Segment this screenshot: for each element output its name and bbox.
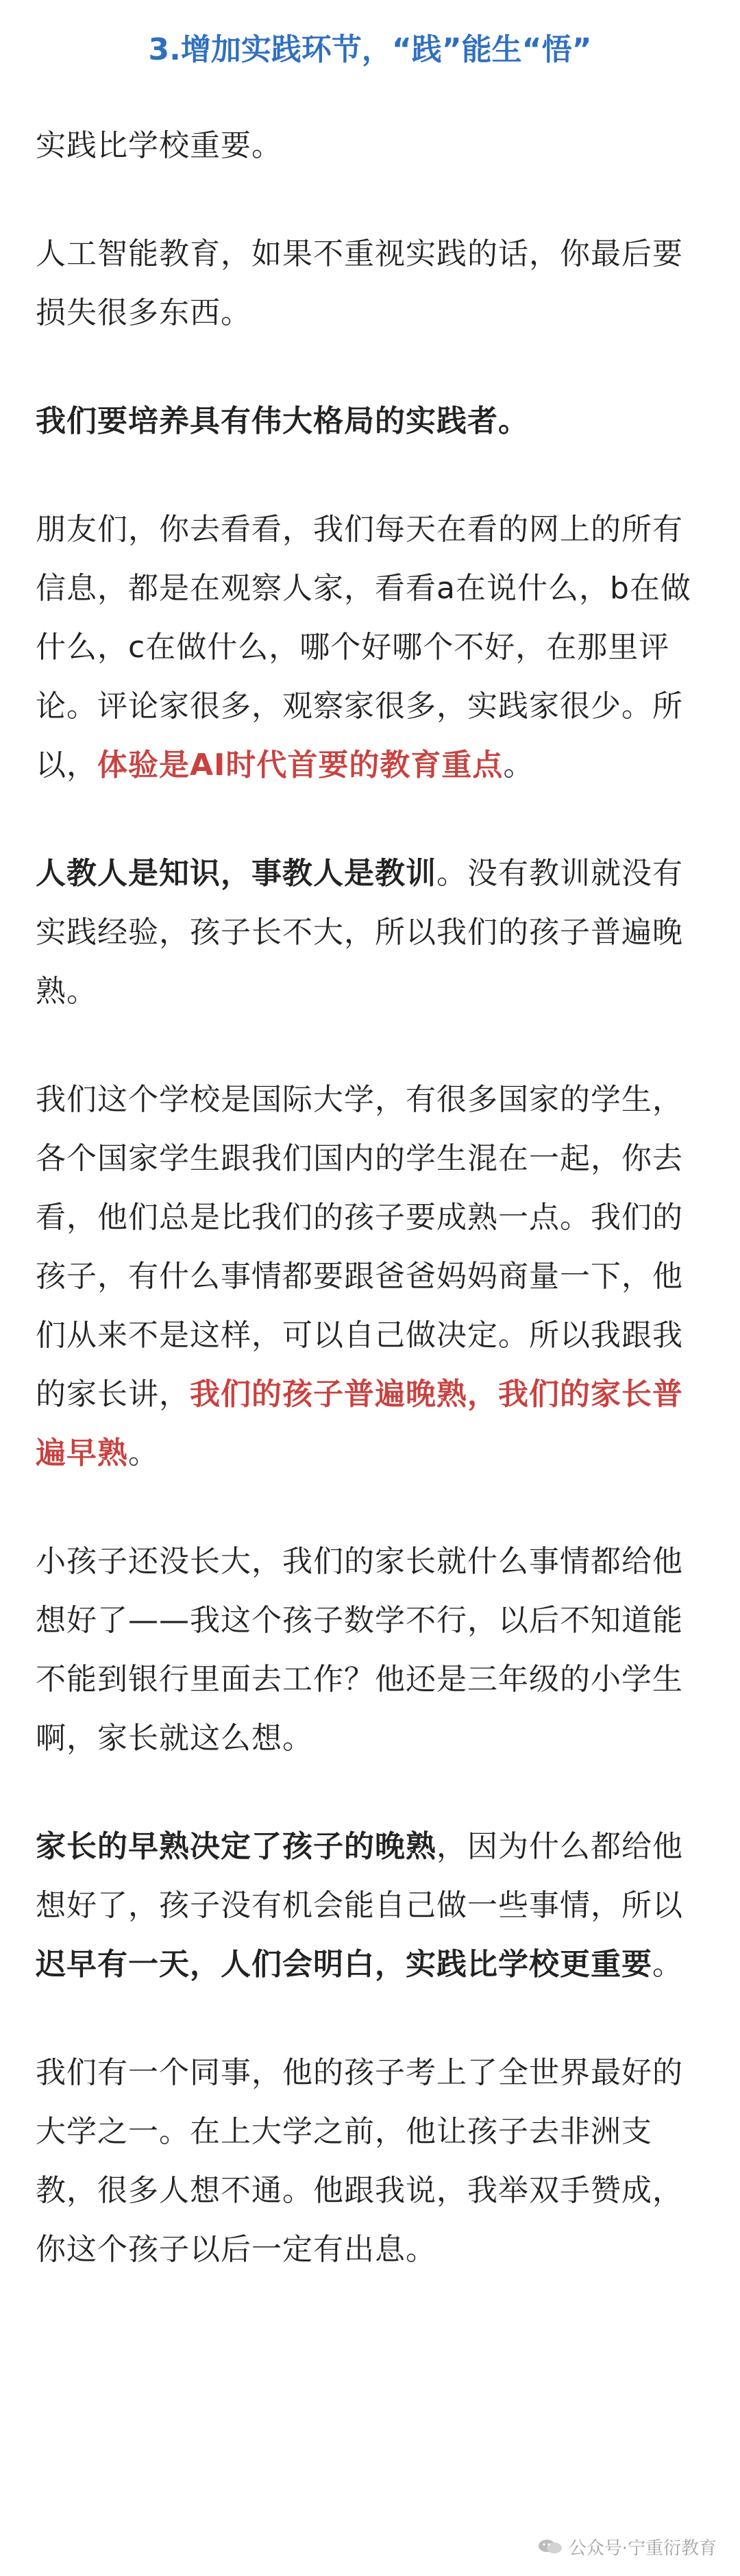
paragraph-text: 实践比学校重要。 <box>36 128 282 163</box>
bold-statement: 迟早有一天，人们会明白，实践比学校更重要 <box>36 1947 652 1982</box>
paragraph-text: 我们这个学校是国际大学，有很多国家的学生，各个国家学生跟我们国内的学生混在一起，你去看，他们总是比我们的孩子要成熟一点。我们的孩子，有什么事情都要跟爸爸妈妈商量一下，他们从来不是这样，可以自己做决定。所以我跟我的家长讲， <box>36 1082 683 1412</box>
wechat-official-account-icon <box>537 2538 563 2555</box>
paragraph-8 <box>36 1817 704 1994</box>
paragraph-7 <box>36 1532 704 1768</box>
highlight-text: 我们的孩子普遍晚熟，我们的家长普遍早熟 <box>36 1377 683 1471</box>
paragraph-9 <box>36 2044 704 2279</box>
bold-statement: 我们要培养具有伟大格局的实践者。 <box>36 404 529 439</box>
section-heading: 3.增加实践环节，“践”能生“悟” <box>148 32 592 67</box>
highlight-text: 体验是AI时代首要的教育重点 <box>97 748 504 783</box>
paragraph-text: 我们有一个同事，他的孩子考上了全世界最好的大学之一。在上大学之前，他让孩子去非洲支教，很多人想不通。他跟我说，我举双手赞成，你这个孩子以后一定有出息。 <box>36 2055 683 2267</box>
paragraph-text: 小孩子还没长大，我们的家长就什么事情都给他想好了——我这个孩子数学不行，以后不知道能不能到银行里面去工作？他还是三年级的小学生啊，家长就这么想。 <box>36 1544 683 1756</box>
paragraph-text: 人工智能教育，如果不重视实践的话，你最后要损失很多东西。 <box>36 236 683 330</box>
paragraph-text: ，因为什么都给他想好了，孩子没有机会能自己做一些事情，所以 <box>36 1829 683 1923</box>
paragraph-text: 。 <box>652 1947 683 1982</box>
bold-statement: 家长的早熟决定了孩子的晚熟 <box>36 1829 436 1864</box>
paragraph-text: 。没有教训就没有实践经验，孩子长不大，所以我们的孩子普遍晚熟。 <box>36 856 683 1009</box>
paragraph-2 <box>36 225 704 343</box>
paragraph-3 <box>36 392 704 451</box>
bold-statement: 人教人是知识，事教人是教训 <box>36 856 436 891</box>
paragraph-text: 朋友们，你去看看，我们每天在看的网上的所有信息，都是在观察人家，看看a在说什么，b在做什么，c在做什么，哪个好哪个不好，在那里评论。评论家很多，观察家很多，实践家很少。所以， <box>36 512 691 783</box>
paragraph-text: 。 <box>128 1436 159 1471</box>
paragraph-4 <box>36 500 704 795</box>
paragraph-1 <box>36 116 704 175</box>
watermark-text: 公众号·宁重衍教育 <box>568 2538 717 2559</box>
paragraph-5 <box>36 844 704 1021</box>
watermark <box>537 2532 717 2561</box>
paragraph-text: 。 <box>503 748 534 783</box>
article <box>36 0 704 2279</box>
paragraph-6 <box>36 1070 704 1483</box>
